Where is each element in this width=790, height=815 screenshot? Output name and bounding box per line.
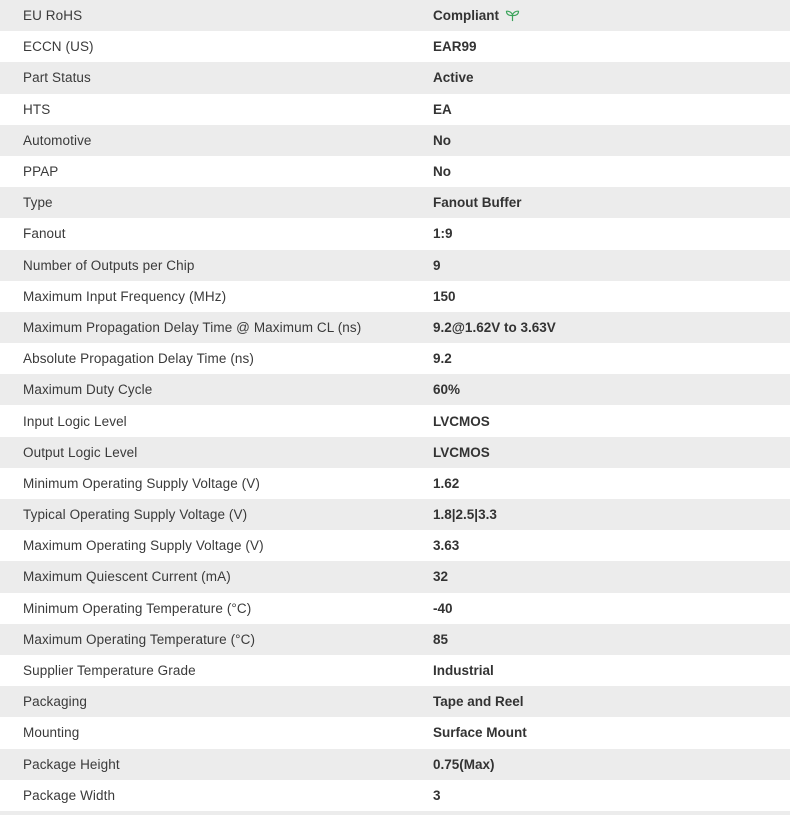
- spec-value: Surface Mount: [433, 725, 527, 741]
- spec-value: 60%: [433, 382, 461, 398]
- spec-value-cell: [411, 31, 790, 62]
- spec-label: Part Status: [0, 62, 411, 93]
- spec-value: 150: [433, 288, 456, 304]
- spec-value: 3: [433, 787, 441, 803]
- table-row: [0, 125, 790, 156]
- table-bottom-strip: [0, 811, 790, 815]
- spec-value-cell: [411, 530, 790, 561]
- spec-value: 0.75(Max): [433, 756, 495, 772]
- spec-value-cell: [411, 499, 790, 530]
- spec-label: Package Width: [0, 780, 411, 811]
- table-row: [0, 561, 790, 592]
- spec-label: Maximum Input Frequency (MHz): [0, 281, 411, 312]
- spec-label: Absolute Propagation Delay Time (ns): [0, 343, 411, 374]
- spec-value-cell: [411, 405, 790, 436]
- spec-value: 1.62: [433, 475, 460, 491]
- spec-label: Minimum Operating Supply Voltage (V): [0, 468, 411, 499]
- table-row: [0, 218, 790, 249]
- spec-value: LVCMOS: [433, 413, 490, 429]
- table-row: [0, 62, 790, 93]
- table-row: [0, 31, 790, 62]
- table-row: [0, 468, 790, 499]
- spec-value: 1.8|2.5|3.3: [433, 507, 497, 523]
- spec-label: Maximum Operating Temperature (°C): [0, 624, 411, 655]
- table-row: [0, 343, 790, 374]
- spec-value-cell: [411, 686, 790, 717]
- spec-value: LVCMOS: [433, 444, 490, 460]
- spec-label: Type: [0, 187, 411, 218]
- spec-value-cell: [411, 218, 790, 249]
- table-row: [0, 655, 790, 686]
- table-row: [0, 312, 790, 343]
- spec-value-cell: [411, 593, 790, 624]
- spec-value: -40: [433, 600, 453, 616]
- spec-value: Fanout Buffer: [433, 195, 522, 211]
- spec-value: No: [433, 164, 451, 180]
- spec-value-cell: [411, 281, 790, 312]
- spec-label: Mounting: [0, 717, 411, 748]
- table-row: [0, 624, 790, 655]
- spec-value: 1:9: [433, 226, 453, 242]
- leaf-icon: [505, 9, 520, 22]
- table-row: [0, 530, 790, 561]
- table-row: [0, 593, 790, 624]
- table-row: [0, 0, 790, 31]
- spec-value-cell: [411, 437, 790, 468]
- spec-label: ECCN (US): [0, 31, 411, 62]
- spec-label: HTS: [0, 94, 411, 125]
- table-row: [0, 717, 790, 748]
- spec-value-cell: [411, 780, 790, 811]
- spec-value: No: [433, 132, 451, 148]
- spec-value: Compliant: [433, 8, 499, 24]
- spec-value-cell: [411, 624, 790, 655]
- spec-value: 85: [433, 631, 449, 647]
- spec-value: EAR99: [433, 39, 477, 55]
- spec-label: Maximum Operating Supply Voltage (V): [0, 530, 411, 561]
- spec-label: EU RoHS: [0, 0, 411, 31]
- table-row: [0, 94, 790, 125]
- spec-label: Maximum Propagation Delay Time @ Maximum CL (ns): [0, 312, 411, 343]
- spec-value-cell: [411, 156, 790, 187]
- spec-label: PPAP: [0, 156, 411, 187]
- spec-value-cell: [411, 62, 790, 93]
- spec-value: Active: [433, 70, 474, 86]
- spec-value: 9: [433, 257, 441, 273]
- table-row: [0, 250, 790, 281]
- spec-label: Fanout: [0, 218, 411, 249]
- spec-label: Package Height: [0, 749, 411, 780]
- spec-value-cell: [411, 125, 790, 156]
- spec-value: Tape and Reel: [433, 694, 524, 710]
- spec-value-cell: [411, 250, 790, 281]
- spec-label: Number of Outputs per Chip: [0, 250, 411, 281]
- spec-value-cell: [411, 749, 790, 780]
- spec-value: 3.63: [433, 538, 460, 554]
- spec-value: Industrial: [433, 663, 494, 679]
- spec-value-cell: [411, 468, 790, 499]
- spec-label: Maximum Quiescent Current (mA): [0, 561, 411, 592]
- spec-label: Typical Operating Supply Voltage (V): [0, 499, 411, 530]
- spec-value-cell: [411, 0, 790, 31]
- table-row: [0, 499, 790, 530]
- spec-label: Maximum Duty Cycle: [0, 374, 411, 405]
- table-row: [0, 281, 790, 312]
- spec-label: Input Logic Level: [0, 405, 411, 436]
- spec-label: Minimum Operating Temperature (°C): [0, 593, 411, 624]
- spec-value-cell: [411, 655, 790, 686]
- table-row: [0, 156, 790, 187]
- spec-value-cell: [411, 717, 790, 748]
- spec-value: 9.2@1.62V to 3.63V: [433, 319, 556, 335]
- table-row: [0, 686, 790, 717]
- spec-label: Packaging: [0, 686, 411, 717]
- table-row: [0, 749, 790, 780]
- spec-label: Output Logic Level: [0, 437, 411, 468]
- table-row: [0, 437, 790, 468]
- spec-label: Automotive: [0, 125, 411, 156]
- spec-value-cell: [411, 187, 790, 218]
- table-row: [0, 780, 790, 811]
- spec-value-cell: [411, 561, 790, 592]
- spec-value: 32: [433, 569, 449, 585]
- spec-value-cell: [411, 374, 790, 405]
- spec-value: 9.2: [433, 351, 452, 367]
- spec-value-cell: [411, 94, 790, 125]
- table-row: [0, 187, 790, 218]
- spec-value: EA: [433, 101, 452, 117]
- spec-value-cell: [411, 343, 790, 374]
- spec-value-cell: [411, 312, 790, 343]
- table-row: [0, 374, 790, 405]
- spec-label: Supplier Temperature Grade: [0, 655, 411, 686]
- table-row: [0, 405, 790, 436]
